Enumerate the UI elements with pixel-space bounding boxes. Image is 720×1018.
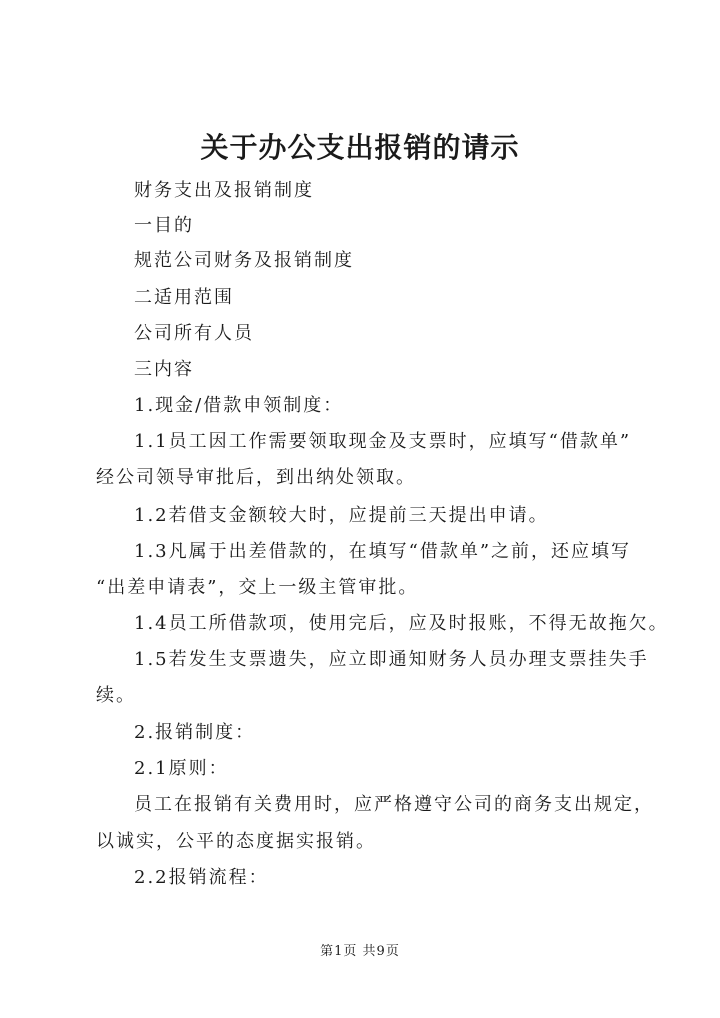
text-line: 1.1员工因工作需要领取现金及支票时，应填写“借款单” — [134, 431, 632, 452]
text-line: 2.1原则： — [134, 758, 229, 779]
document-title: 关于办公支出报销的请示 — [200, 131, 520, 164]
text-line: 2.2报销流程： — [134, 867, 269, 888]
text-line: 1.5若发生支票遗失，应立即通知财务人员办理支票挂失手 — [134, 649, 649, 670]
text-line: 1.3凡属于出差借款的，在填写“借款单”之前，还应填写 — [134, 541, 632, 562]
page-number-footer: 第1页 共9页 — [320, 944, 400, 959]
text-line: 公司所有人员 — [134, 323, 254, 344]
text-line: 二适用范围 — [134, 287, 234, 308]
text-line: 2.报销制度： — [134, 722, 256, 743]
text-line: 1.2若借支金额较大时，应提前三天提出申请。 — [134, 505, 549, 526]
text-line: 三内容 — [134, 359, 194, 380]
text-line: 1.4员工所借款项，使用完后，应及时报账，不得无故拖欠。 — [134, 613, 669, 634]
text-line: 经公司领导审批后，到出纳处领取。 — [96, 467, 416, 488]
text-line: 续。 — [96, 685, 136, 706]
text-line: 规范公司财务及报销制度 — [134, 250, 354, 271]
text-line: “出差申请表”，交上一级主管审批。 — [96, 577, 419, 598]
text-line: 1.现金/借款申领制度： — [134, 395, 344, 416]
text-line: 员工在报销有关费用时，应严格遵守公司的商务支出规定， — [134, 794, 654, 815]
text-line: 一目的 — [134, 215, 194, 236]
text-line: 财务支出及报销制度 — [134, 180, 314, 201]
text-line: 以诚实，公平的态度据实报销。 — [96, 831, 376, 852]
